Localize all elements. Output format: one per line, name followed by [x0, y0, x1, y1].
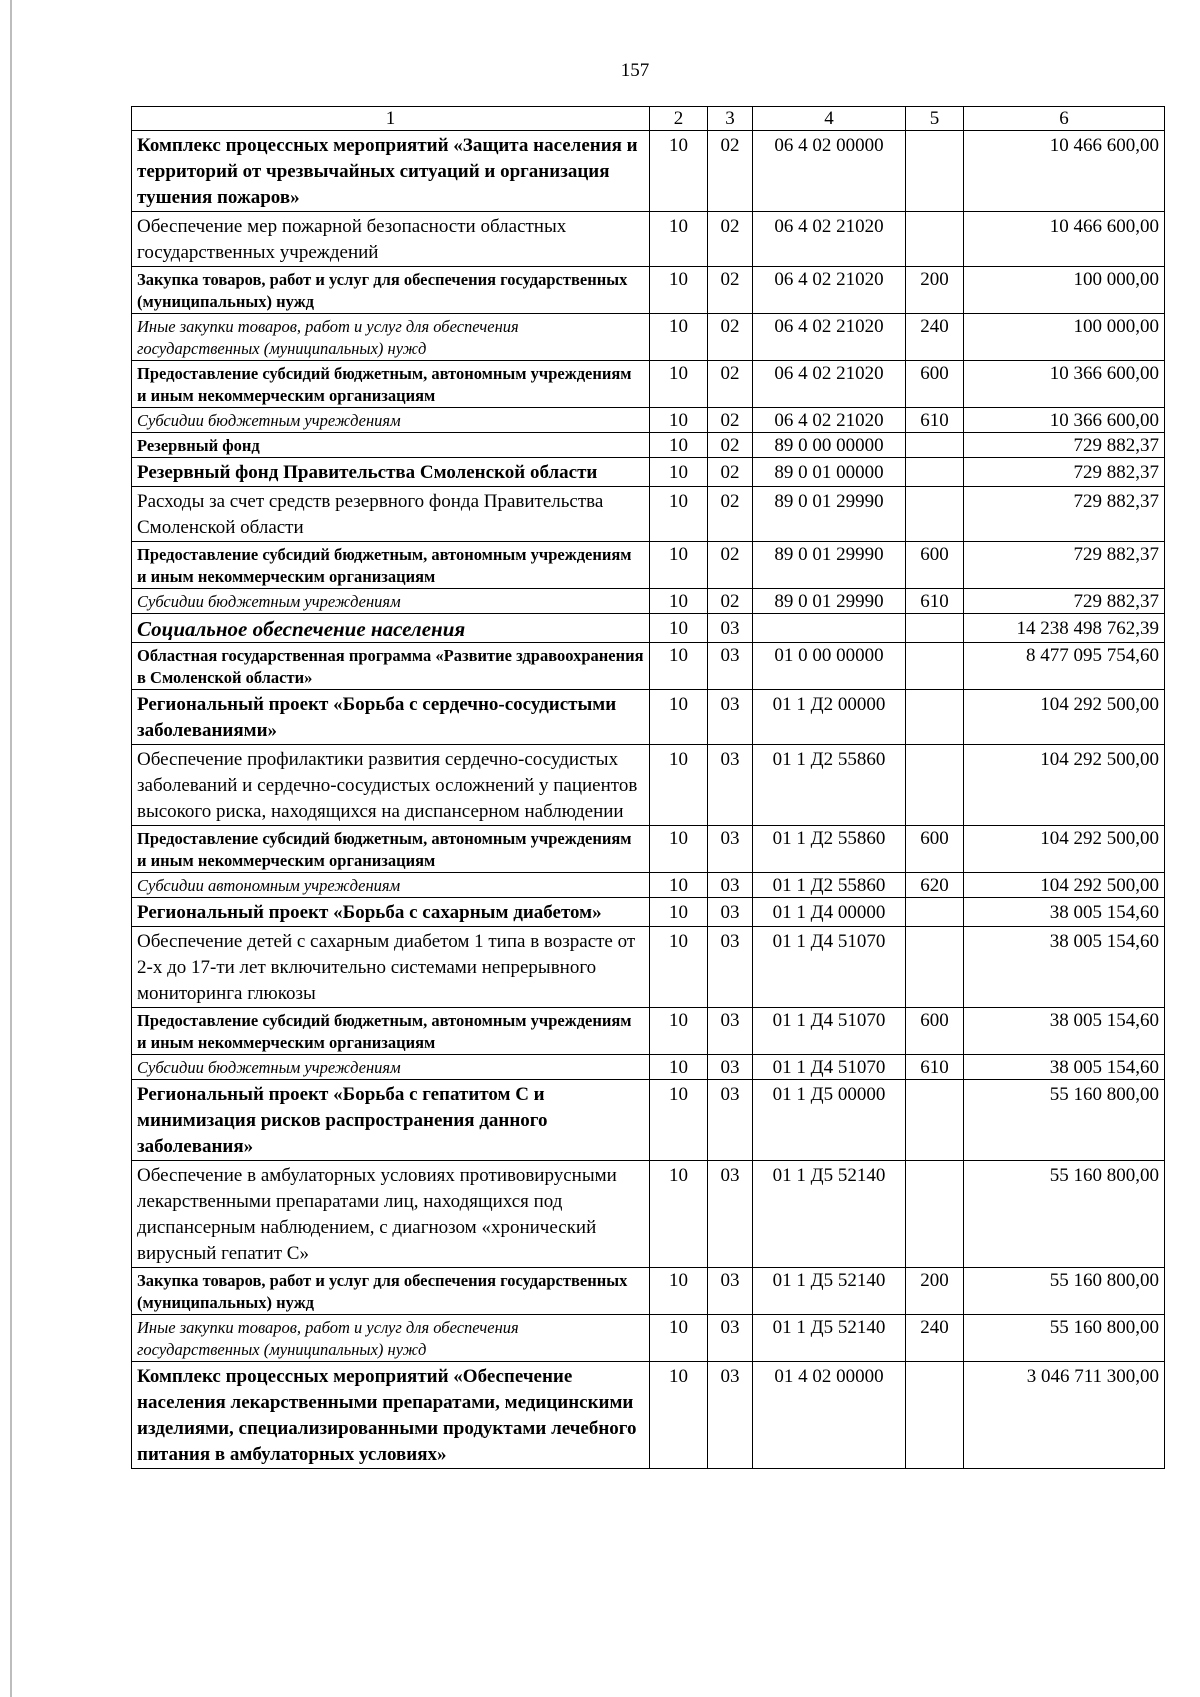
row-target-code: 01 1 Д5 52140	[753, 1268, 906, 1315]
page-number: 157	[620, 60, 650, 81]
row-section: 10	[650, 1080, 708, 1161]
row-amount: 104 292 500,00	[964, 745, 1165, 826]
row-amount: 55 160 800,00	[964, 1315, 1165, 1362]
scan-edge-line	[10, 0, 12, 1697]
row-expense-type	[906, 1161, 964, 1268]
row-name: Расходы за счет средств резервного фонда Правительства Смоленской области	[132, 487, 650, 542]
row-section: 10	[650, 643, 708, 690]
row-target-code: 01 1 Д2 00000	[753, 690, 906, 745]
table-header	[132, 107, 1165, 131]
row-name: Предоставление субсидий бюджетным, автономным учреждениям и иным некоммерческим организациям	[132, 542, 650, 589]
row-expense-type: 600	[906, 1008, 964, 1055]
row-target-code: 01 4 02 00000	[753, 1362, 906, 1469]
row-target-code: 06 4 02 21020	[753, 408, 906, 433]
row-amount: 10 366 600,00	[964, 408, 1165, 433]
table-row	[132, 745, 1165, 826]
row-name: Региональный проект «Борьба с гепатитом С и минимизация рисков распространения данного заболевания»	[132, 1080, 650, 1161]
row-amount: 104 292 500,00	[964, 873, 1165, 898]
row-target-code: 06 4 02 21020	[753, 314, 906, 361]
row-section: 10	[650, 745, 708, 826]
row-expense-type: 600	[906, 826, 964, 873]
row-section: 10	[650, 458, 708, 487]
row-target-code: 01 1 Д5 00000	[753, 1080, 906, 1161]
row-name: Субсидии бюджетным учреждениям	[132, 589, 650, 614]
row-subsection: 03	[708, 1268, 753, 1315]
row-expense-type	[906, 643, 964, 690]
table-row	[132, 690, 1165, 745]
row-name: Иные закупки товаров, работ и услуг для обеспечения государственных (муниципальных) нужд	[132, 314, 650, 361]
row-subsection: 02	[708, 433, 753, 458]
row-expense-type: 240	[906, 1315, 964, 1362]
row-section: 10	[650, 898, 708, 927]
row-section: 10	[650, 1055, 708, 1080]
row-amount: 729 882,37	[964, 589, 1165, 614]
row-subsection: 03	[708, 1161, 753, 1268]
row-amount: 38 005 154,60	[964, 898, 1165, 927]
row-target-code: 89 0 00 00000	[753, 433, 906, 458]
row-name: Социальное обеспечение населения	[132, 614, 650, 643]
table-row	[132, 826, 1165, 873]
row-target-code: 01 1 Д5 52140	[753, 1315, 906, 1362]
table-row	[132, 1268, 1165, 1315]
row-subsection: 02	[708, 131, 753, 212]
row-name: Обеспечение профилактики развития сердечно-сосудистых заболеваний и сердечно-сосудистых осложнений у пациентов высокого риска, находящихся на диспансерном наблюдении	[132, 745, 650, 826]
row-subsection: 02	[708, 542, 753, 589]
row-amount: 55 160 800,00	[964, 1268, 1165, 1315]
table-body	[132, 131, 1165, 1469]
row-target-code: 01 1 Д4 51070	[753, 1055, 906, 1080]
row-expense-type	[906, 487, 964, 542]
row-amount: 729 882,37	[964, 542, 1165, 589]
row-expense-type: 240	[906, 314, 964, 361]
row-expense-type	[906, 1080, 964, 1161]
row-target-code: 89 0 01 29990	[753, 487, 906, 542]
table-row	[132, 1362, 1165, 1469]
row-section: 10	[650, 267, 708, 314]
row-subsection: 03	[708, 1080, 753, 1161]
row-section: 10	[650, 433, 708, 458]
table-row	[132, 1055, 1165, 1080]
row-amount: 729 882,37	[964, 458, 1165, 487]
row-target-code: 89 0 01 29990	[753, 589, 906, 614]
row-expense-type	[906, 927, 964, 1008]
row-expense-type: 610	[906, 408, 964, 433]
table-row	[132, 458, 1165, 487]
row-name: Обеспечение в амбулаторных условиях противовирусными лекарственными препаратами лиц, находящихся под диспансерным наблюдением, с диагнозом «хронический вирусный гепатит С»	[132, 1161, 650, 1268]
row-subsection: 03	[708, 826, 753, 873]
row-target-code: 06 4 02 21020	[753, 361, 906, 408]
table-row	[132, 1080, 1165, 1161]
row-subsection: 03	[708, 927, 753, 1008]
row-amount: 729 882,37	[964, 433, 1165, 458]
row-target-code: 01 1 Д4 00000	[753, 898, 906, 927]
row-name: Региональный проект «Борьба с сердечно-сосудистыми заболеваниями»	[132, 690, 650, 745]
row-subsection: 02	[708, 487, 753, 542]
row-expense-type	[906, 458, 964, 487]
row-expense-type	[906, 433, 964, 458]
row-section: 10	[650, 1362, 708, 1469]
header-col-3: 3	[708, 107, 753, 131]
row-name: Закупка товаров, работ и услуг для обеспечения государственных (муниципальных) нужд	[132, 1268, 650, 1315]
row-target-code: 01 1 Д4 51070	[753, 1008, 906, 1055]
row-subsection: 02	[708, 212, 753, 267]
table-row	[132, 361, 1165, 408]
row-target-code: 06 4 02 00000	[753, 131, 906, 212]
header-col-5: 5	[906, 107, 964, 131]
row-section: 10	[650, 927, 708, 1008]
row-expense-type	[906, 614, 964, 643]
row-name: Субсидии бюджетным учреждениям	[132, 1055, 650, 1080]
row-target-code: 01 1 Д4 51070	[753, 927, 906, 1008]
row-expense-type: 600	[906, 361, 964, 408]
row-section: 10	[650, 542, 708, 589]
row-name: Предоставление субсидий бюджетным, автономным учреждениям и иным некоммерческим организациям	[132, 826, 650, 873]
row-section: 10	[650, 873, 708, 898]
row-expense-type: 600	[906, 542, 964, 589]
header-col-6: 6	[964, 107, 1165, 131]
row-amount: 729 882,37	[964, 487, 1165, 542]
row-amount: 100 000,00	[964, 267, 1165, 314]
table-row	[132, 487, 1165, 542]
row-section: 10	[650, 361, 708, 408]
header-col-4: 4	[753, 107, 906, 131]
row-subsection: 03	[708, 1315, 753, 1362]
row-subsection: 03	[708, 873, 753, 898]
row-name: Закупка товаров, работ и услуг для обеспечения государственных (муниципальных) нужд	[132, 267, 650, 314]
row-subsection: 03	[708, 690, 753, 745]
row-subsection: 03	[708, 1055, 753, 1080]
row-expense-type	[906, 745, 964, 826]
row-target-code: 06 4 02 21020	[753, 267, 906, 314]
row-section: 10	[650, 826, 708, 873]
row-expense-type	[906, 690, 964, 745]
row-section: 10	[650, 690, 708, 745]
row-expense-type: 610	[906, 589, 964, 614]
row-expense-type: 200	[906, 1268, 964, 1315]
row-name: Субсидии бюджетным учреждениям	[132, 408, 650, 433]
row-name: Предоставление субсидий бюджетным, автономным учреждениям и иным некоммерческим организациям	[132, 361, 650, 408]
row-target-code: 89 0 01 29990	[753, 542, 906, 589]
row-name: Обеспечение детей с сахарным диабетом 1 типа в возрасте от 2-х до 17-ти лет включительно системами непрерывного мониторинга глюкозы	[132, 927, 650, 1008]
table-row	[132, 1315, 1165, 1362]
row-section: 10	[650, 487, 708, 542]
row-name: Субсидии автономным учреждениям	[132, 873, 650, 898]
row-name: Областная государственная программа «Развитие здравоохранения в Смоленской области»	[132, 643, 650, 690]
row-target-code: 01 1 Д5 52140	[753, 1161, 906, 1268]
table-row	[132, 542, 1165, 589]
row-amount: 38 005 154,60	[964, 927, 1165, 1008]
row-amount: 38 005 154,60	[964, 1055, 1165, 1080]
row-amount: 3 046 711 300,00	[964, 1362, 1165, 1469]
row-name: Комплекс процессных мероприятий «Обеспечение населения лекарственными препаратами, медицинскими изделиями, специализированными продуктами лечебного питания в амбулаторных условиях»	[132, 1362, 650, 1469]
row-expense-type	[906, 131, 964, 212]
row-subsection: 03	[708, 898, 753, 927]
row-section: 10	[650, 1161, 708, 1268]
row-expense-type: 620	[906, 873, 964, 898]
table-row	[132, 314, 1165, 361]
row-name: Резервный фонд Правительства Смоленской области	[132, 458, 650, 487]
row-expense-type: 610	[906, 1055, 964, 1080]
row-target-code: 01 1 Д2 55860	[753, 745, 906, 826]
table-row	[132, 408, 1165, 433]
row-target-code: 01 1 Д2 55860	[753, 826, 906, 873]
table-row	[132, 267, 1165, 314]
header-row	[132, 107, 1165, 131]
row-expense-type	[906, 1362, 964, 1469]
row-subsection: 03	[708, 745, 753, 826]
row-amount: 38 005 154,60	[964, 1008, 1165, 1055]
row-section: 10	[650, 1008, 708, 1055]
table-row	[132, 927, 1165, 1008]
row-section: 10	[650, 212, 708, 267]
table-row	[132, 433, 1165, 458]
row-section: 10	[650, 314, 708, 361]
table-row	[132, 873, 1165, 898]
table-row	[132, 212, 1165, 267]
table-row	[132, 643, 1165, 690]
row-name: Региональный проект «Борьба с сахарным диабетом»	[132, 898, 650, 927]
row-section: 10	[650, 614, 708, 643]
row-section: 10	[650, 1315, 708, 1362]
row-amount: 8 477 095 754,60	[964, 643, 1165, 690]
row-subsection: 02	[708, 267, 753, 314]
row-section: 10	[650, 1268, 708, 1315]
table-row	[132, 898, 1165, 927]
row-amount: 100 000,00	[964, 314, 1165, 361]
row-amount: 14 238 498 762,39	[964, 614, 1165, 643]
row-expense-type	[906, 898, 964, 927]
row-expense-type	[906, 212, 964, 267]
table-row	[132, 131, 1165, 212]
budget-table	[131, 106, 1165, 1469]
row-subsection: 02	[708, 458, 753, 487]
row-name: Предоставление субсидий бюджетным, автономным учреждениям и иным некоммерческим организациям	[132, 1008, 650, 1055]
row-target-code	[753, 614, 906, 643]
row-name: Резервный фонд	[132, 433, 650, 458]
row-section: 10	[650, 131, 708, 212]
row-subsection: 02	[708, 408, 753, 433]
row-subsection: 03	[708, 1008, 753, 1055]
row-amount: 104 292 500,00	[964, 690, 1165, 745]
row-amount: 10 466 600,00	[964, 131, 1165, 212]
row-amount: 10 366 600,00	[964, 361, 1165, 408]
header-col-1: 1	[132, 107, 650, 131]
row-subsection: 03	[708, 643, 753, 690]
row-amount: 104 292 500,00	[964, 826, 1165, 873]
row-target-code: 06 4 02 21020	[753, 212, 906, 267]
row-subsection: 03	[708, 614, 753, 643]
row-name: Обеспечение мер пожарной безопасности областных государственных учреждений	[132, 212, 650, 267]
table-row	[132, 1008, 1165, 1055]
row-subsection: 03	[708, 1362, 753, 1469]
header-col-2: 2	[650, 107, 708, 131]
row-target-code: 01 1 Д2 55860	[753, 873, 906, 898]
table-row	[132, 589, 1165, 614]
row-amount: 10 466 600,00	[964, 212, 1165, 267]
row-amount: 55 160 800,00	[964, 1161, 1165, 1268]
row-section: 10	[650, 589, 708, 614]
row-name: Комплекс процессных мероприятий «Защита населения и территорий от чрезвычайных ситуаций и организация тушения пожаров»	[132, 131, 650, 212]
row-subsection: 02	[708, 361, 753, 408]
table-row	[132, 1161, 1165, 1268]
row-name: Иные закупки товаров, работ и услуг для обеспечения государственных (муниципальных) нужд	[132, 1315, 650, 1362]
row-subsection: 02	[708, 314, 753, 361]
row-amount: 55 160 800,00	[964, 1080, 1165, 1161]
row-target-code: 89 0 01 00000	[753, 458, 906, 487]
row-expense-type: 200	[906, 267, 964, 314]
row-section: 10	[650, 408, 708, 433]
row-target-code: 01 0 00 00000	[753, 643, 906, 690]
row-subsection: 02	[708, 589, 753, 614]
table-row	[132, 614, 1165, 643]
